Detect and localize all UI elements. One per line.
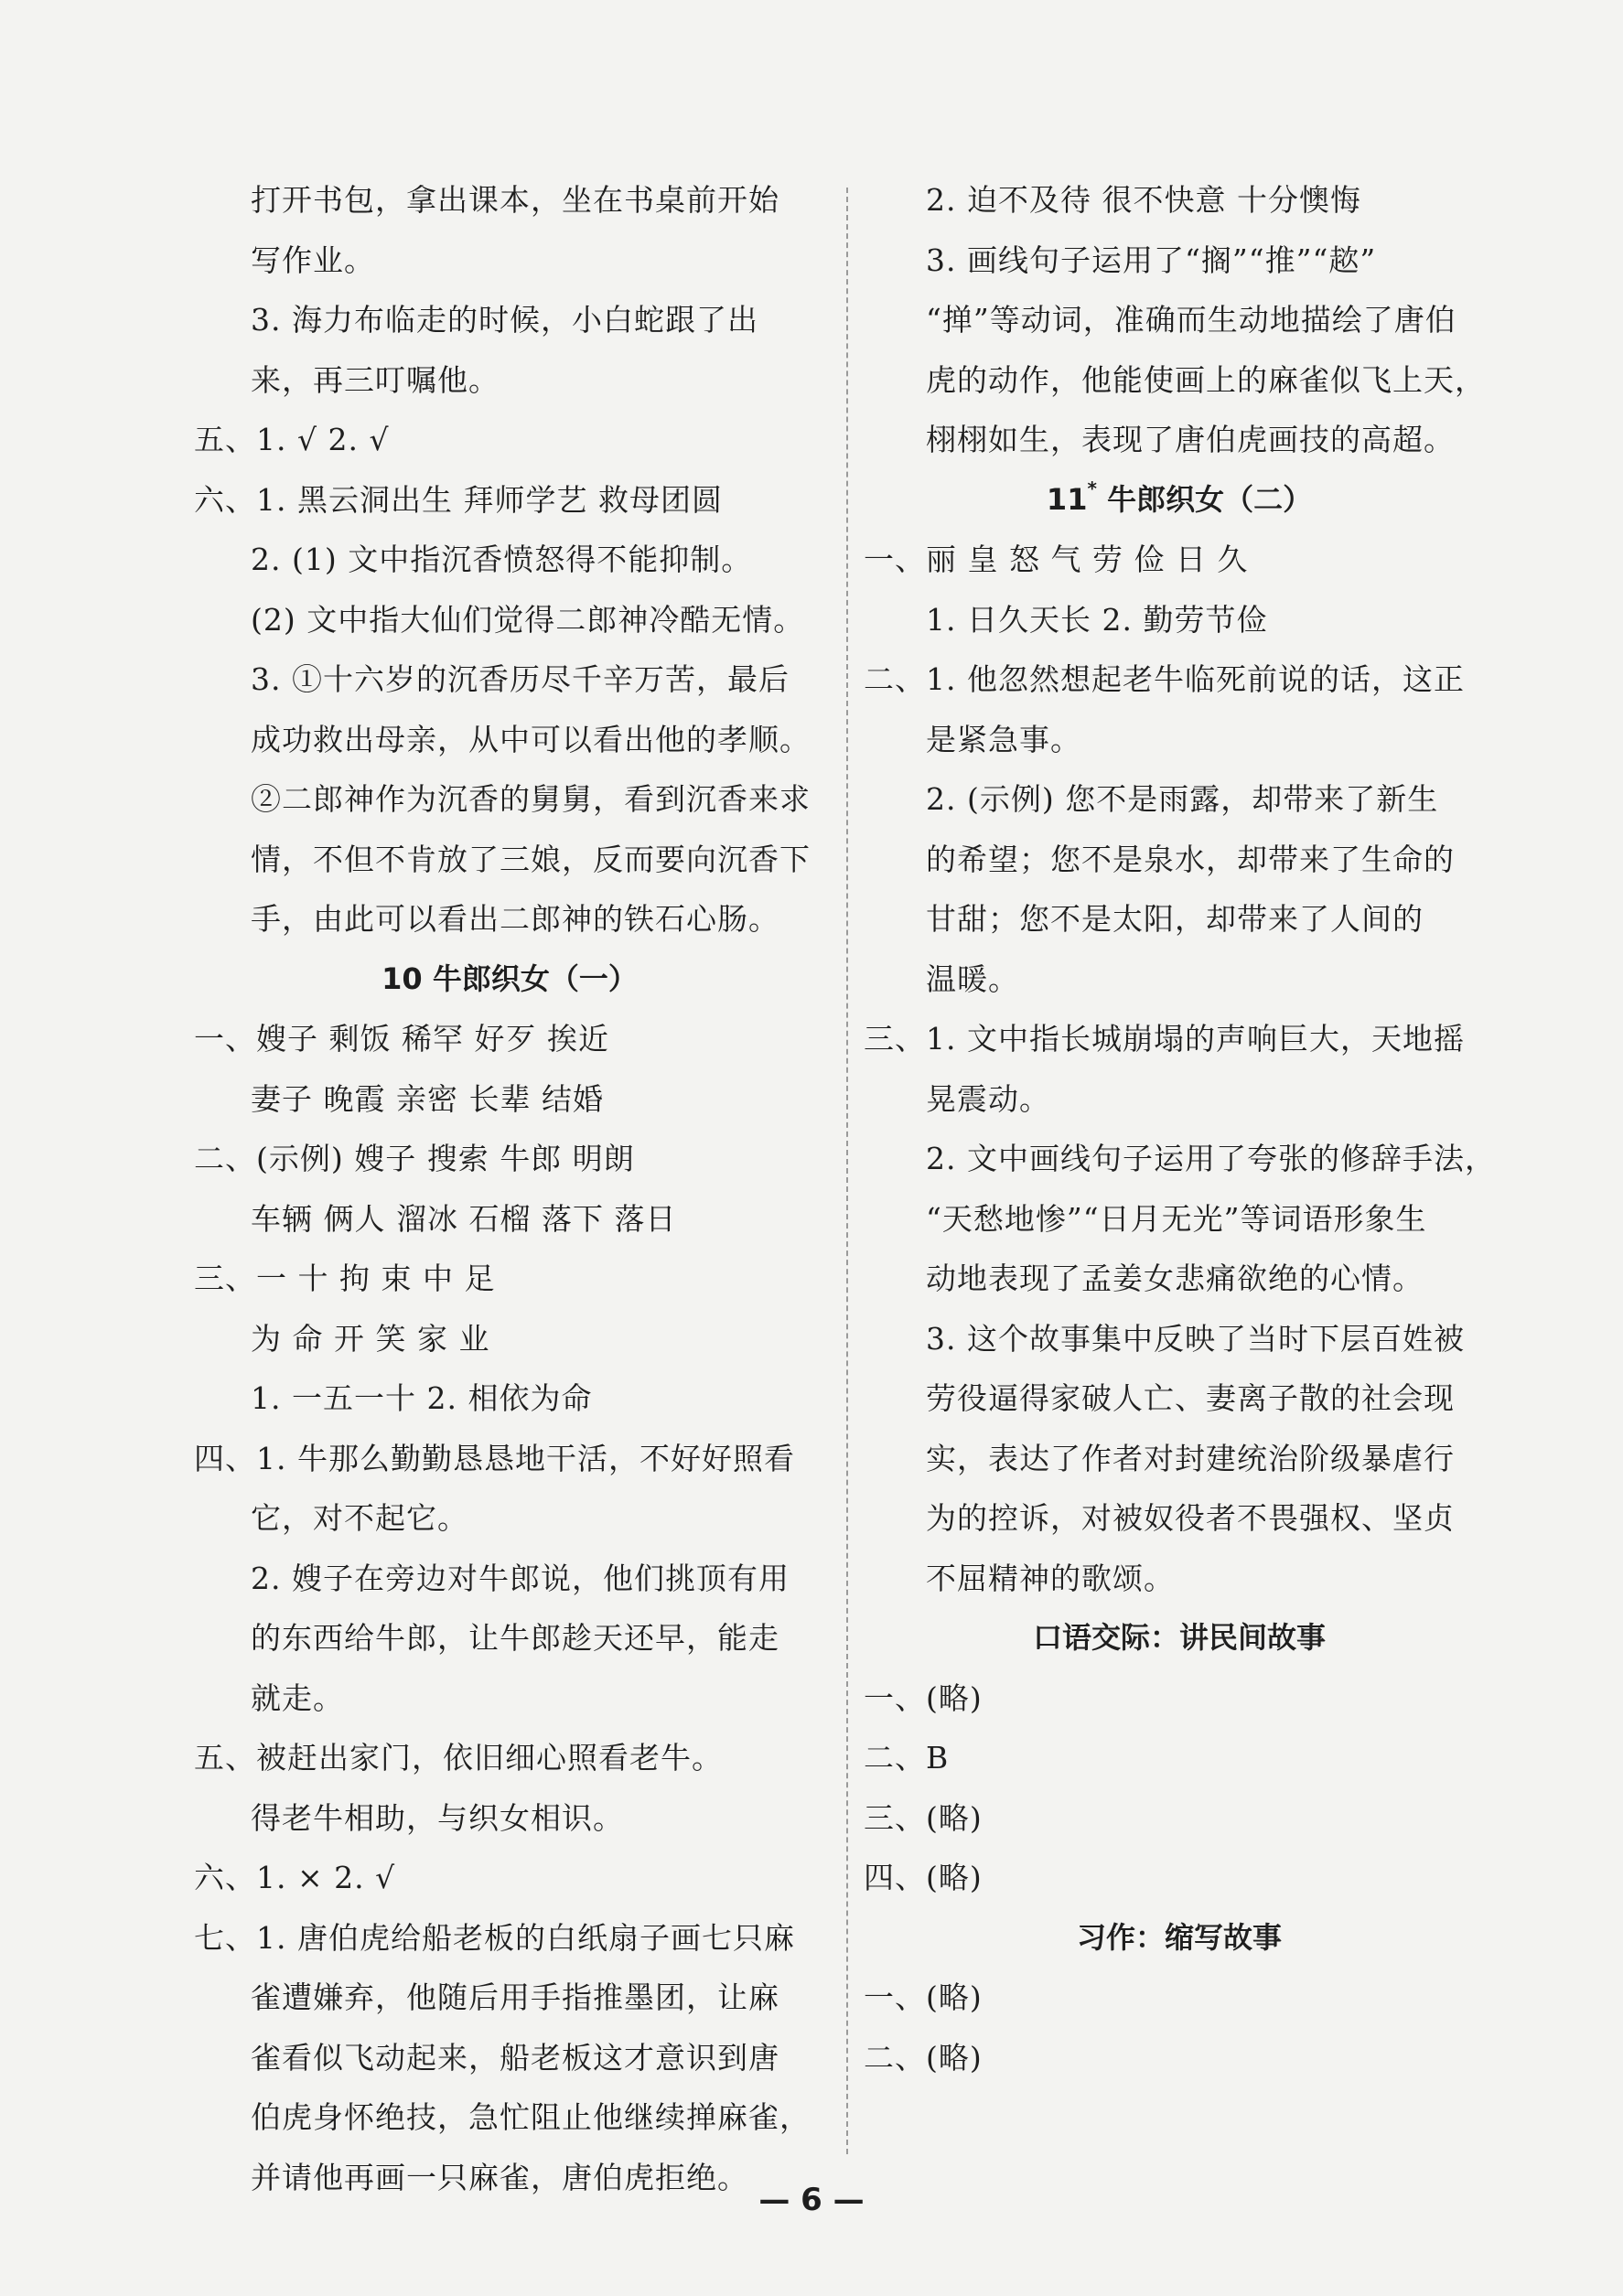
answer-line: 是紧急事。 <box>926 721 1081 757</box>
answer-line: 2. 文中画线句子运用了夸张的修辞手法， <box>926 1141 1496 1176</box>
answer-line: 得老牛相助，与织女相识。 <box>251 1799 624 1836</box>
answer-line: 虎的动作，他能使画上的麻雀似飞上天， <box>926 361 1486 398</box>
page-number: — 6 — <box>758 2182 865 2218</box>
answer-line: 五、被赶出家门，依旧细心照看老牛。 <box>194 1740 723 1776</box>
answer-line: 六、1. 黑云洞出生 拜师学艺 救母团圆 <box>194 481 723 518</box>
answer-line: 三、(略) <box>864 1799 983 1836</box>
section-heading <box>864 470 1495 531</box>
answer-line: 伯虎身怀绝技，急忙阻止他继续掸麻雀， <box>251 2099 811 2135</box>
answer-line: 劳役逼得家破人亡、妻离子散的社会现 <box>926 1380 1455 1416</box>
answer-line: 三、1. 文中指长城崩塌的声响巨大，天地摇 <box>864 1021 1465 1057</box>
lesson-title: 牛郎织女（二） <box>1096 481 1313 517</box>
answer-line: 不屈精神的歌颂。 <box>926 1560 1175 1596</box>
answer-line: 的希望；您不是泉水，却带来了生命的 <box>926 841 1455 877</box>
answer-line: 一、丽 皇 怒 气 劳 俭 日 久 <box>864 542 1249 577</box>
answer-line: 温暖。 <box>926 960 1019 997</box>
answer-line: 二、(示例) 嫂子 搜索 牛郎 明朗 <box>194 1141 635 1176</box>
answer-line: 成功救出母亲，从中可以看出他的孝顺。 <box>251 721 811 757</box>
answer-line: 打开书包，拿出课本，坐在书桌前开始 <box>251 182 779 218</box>
answer-line: 2. 迫不及待 很不快意 十分懊悔 <box>926 182 1361 218</box>
answer-line: 2. (示例) 您不是雨露，却带来了新生 <box>926 781 1439 817</box>
answer-line: 并请他再画一只麻雀，唐伯虎拒绝。 <box>251 2159 748 2195</box>
answer-line: 1. 日久天长 2. 勤劳节俭 <box>926 601 1268 638</box>
answer-line: 3. 画线句子运用了“搁”“推”“趑” <box>926 241 1377 278</box>
answer-line: 来，再三叮嘱他。 <box>251 361 500 398</box>
answer-line: 动地表现了孟姜女悲痛欲绝的心情。 <box>926 1261 1424 1296</box>
answer-line: 1. 一五一十 2. 相依为命 <box>251 1380 593 1416</box>
answer-line: 3. ①十六岁的沉香历尽千辛万苦，最后 <box>251 661 790 697</box>
answer-line: 四、1. 牛那么勤勤恳恳地干活，不好好照看 <box>194 1440 795 1476</box>
answer-line: 一、(略) <box>864 1679 983 1716</box>
answer-line: “掸”等动词，准确而生动地描绘了唐伯 <box>926 302 1456 338</box>
answer-line: 3. 这个故事集中反映了当时下层百姓被 <box>926 1320 1465 1357</box>
answer-line: 情，不但不肯放了三娘，反而要向沉香下 <box>251 841 811 877</box>
lesson-number: 11 <box>1046 481 1088 517</box>
answer-line: 晃震动。 <box>926 1080 1050 1117</box>
column-divider <box>846 188 848 2154</box>
answer-line: 为 命 开 笑 家 业 <box>251 1320 490 1357</box>
answer-line: 2. (1) 文中指沉香愤怒得不能抑制。 <box>251 542 753 577</box>
answer-line: 四、(略) <box>864 1860 983 1895</box>
section-heading: 口语交际：讲民间故事 <box>1032 1620 1326 1655</box>
answer-line: 一、嫂子 剩饭 稀罕 好歹 挨近 <box>194 1021 609 1057</box>
left-column <box>194 170 825 2207</box>
answer-line: ②二郎神作为沉香的舅舅，看到沉香来求 <box>251 781 811 817</box>
answer-line: 雀遭嫌弃，他随后用手指推墨团，让麻 <box>251 1979 779 2015</box>
right-column <box>864 170 1495 2087</box>
answer-line: 五、1. √ 2. √ <box>194 422 390 457</box>
answer-line: (2) 文中指大仙们觉得二郎神冷酷无情。 <box>251 601 805 638</box>
answer-line: 写作业。 <box>251 241 375 278</box>
answer-line: 实，表达了作者对封建统治阶级暴虐行 <box>926 1440 1455 1476</box>
answer-line: 栩栩如生，表现了唐伯虎画技的高超。 <box>926 422 1455 457</box>
answer-line: 的东西给牛郎，让牛郎趁天还早，能走 <box>251 1620 779 1656</box>
answer-line: 三、一 十 拘 束 中 足 <box>194 1261 496 1296</box>
answer-line: 甘甜；您不是太阳，却带来了人间的 <box>926 901 1424 937</box>
section-heading: 10 牛郎织女（一） <box>382 960 638 996</box>
answer-line: 六、1. × 2. √ <box>194 1860 396 1895</box>
answer-line: 七、1. 唐伯虎给船老板的白纸扇子画七只麻 <box>194 1919 795 1956</box>
answer-line: 雀看似飞动起来，船老板这才意识到唐 <box>251 2039 779 2076</box>
section-heading: 习作：缩写故事 <box>1076 1919 1282 1955</box>
answer-line: 二、B <box>864 1740 950 1776</box>
answer-line: 3. 海力布临走的时候，小白蛇跟了出 <box>251 302 758 338</box>
answer-line: 车辆 俩人 溜冰 石榴 落下 落日 <box>251 1200 677 1237</box>
answer-line: 二、1. 他忽然想起老牛临死前说的话，这正 <box>864 661 1465 697</box>
answer-line: “天愁地惨”“日月无光”等词语形象生 <box>926 1200 1427 1237</box>
answer-line: 二、(略) <box>864 2039 983 2076</box>
answer-line: 妻子 晚霞 亲密 长辈 结婚 <box>251 1080 604 1117</box>
answer-line: 就走。 <box>251 1679 344 1716</box>
answer-line: 一、(略) <box>864 1979 983 2015</box>
answer-line: 手，由此可以看出二郎神的铁石心肠。 <box>251 901 779 937</box>
answer-line: 它，对不起它。 <box>251 1500 468 1536</box>
optional-lesson-mark: * <box>1087 477 1097 499</box>
answer-line: 2. 嫂子在旁边对牛郎说，他们挑顶有用 <box>251 1560 790 1596</box>
answer-line: 为的控诉，对被奴役者不畏强权、坚贞 <box>926 1500 1455 1536</box>
